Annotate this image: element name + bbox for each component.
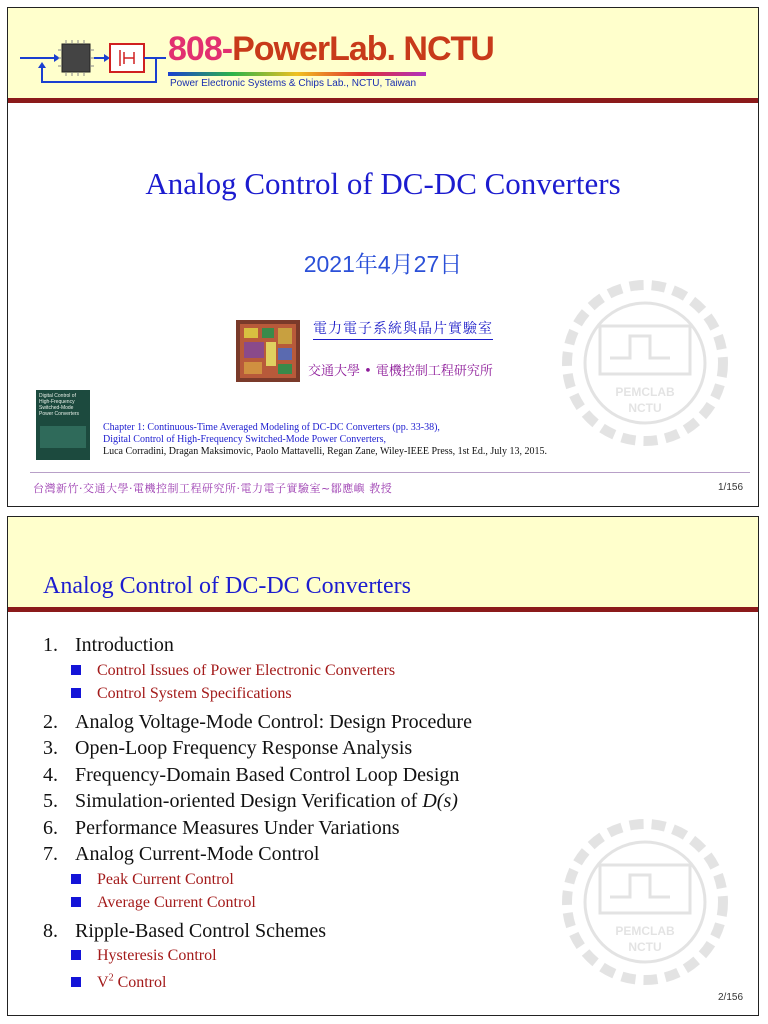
toc-label: Simulation-oriented Design Verification of	[75, 790, 418, 812]
toc-item-3	[43, 735, 743, 762]
logo-title-part1: 808-	[168, 30, 233, 68]
slide-1	[7, 7, 759, 507]
toc-subitem-label: Hysteresis Control	[97, 947, 217, 964]
slide-2	[7, 516, 759, 1016]
logo-subtitle: Power Electronic Systems & Chips Lab., NCTU, Taiwan	[170, 78, 417, 89]
bullet-square-icon	[71, 665, 81, 675]
lab-name: 電力電子系統與晶片實驗室	[313, 318, 493, 340]
toc-subitem-label: $V^2$ Control	[97, 973, 167, 992]
toc-subitem	[71, 682, 743, 705]
toc-number: 5.	[43, 790, 58, 812]
toc-number: 4.	[43, 763, 58, 786]
toc-number: 2.	[43, 710, 58, 733]
toc-subitem	[71, 967, 743, 994]
toc-label: Frequency-Domain Based Control Loop Design	[75, 763, 460, 786]
book-cover-graphic	[40, 426, 86, 448]
toc-number: 6.	[43, 816, 58, 839]
toc-number: 1.	[43, 634, 58, 656]
toc-item-5	[43, 788, 743, 815]
toc-subitem	[71, 659, 743, 682]
book-cover	[36, 390, 90, 460]
toc-item-6	[43, 815, 743, 842]
logo-underline	[168, 72, 426, 76]
toc-label: Introduction	[75, 634, 174, 656]
footer-rule	[30, 472, 750, 473]
toc-number: 3.	[43, 737, 58, 759]
toc-item-2	[43, 709, 743, 736]
logo-title-part2: PowerLab. NCTU	[232, 30, 494, 68]
footer-text: 台灣新竹·交通大學·電機控制工程研究所·電力電子實驗室~鄒應嶼 教授	[33, 482, 393, 495]
reference-block	[103, 422, 723, 458]
reference-line-1: Chapter 1: Continuous-Time Averaged Modeling of DC-DC Converters (pp. 33-38),	[103, 422, 440, 433]
toc-label: Performance Measures Under Variations	[75, 816, 400, 839]
institute-name: 交通大學 • 電機控制工程研究所	[308, 364, 493, 379]
toc-math: D(s)	[422, 790, 458, 812]
toc-label: Analog Current-Mode Control	[75, 843, 320, 865]
toc-subitem	[71, 868, 743, 891]
header-rule	[8, 98, 758, 103]
table-of-contents	[43, 632, 743, 994]
page-number: 2/156	[718, 992, 744, 1003]
toc-label: Ripple-Based Control Schemes	[75, 919, 327, 942]
bullet-square-icon	[71, 950, 81, 960]
header-rule	[8, 607, 758, 612]
bullet-square-icon	[71, 897, 81, 907]
bullet-square-icon	[71, 688, 81, 698]
watermark-text-2: NCTU	[628, 940, 662, 954]
bullet-square-icon	[71, 874, 81, 884]
toc-subitem-label: Average Current Control	[97, 893, 256, 911]
toc-subitem-label: Control Issues of Power Electronic Converters	[97, 661, 396, 679]
toc-subitem	[71, 891, 743, 914]
reference-line-2: Digital Control of High-Frequency Switched-Mode Power Converters,	[103, 434, 387, 445]
toc-label: Analog Voltage-Mode Control: Design Procedure	[75, 710, 472, 733]
slide-title: Analog Control of DC-DC Converters	[145, 166, 621, 201]
logo-title	[168, 32, 494, 66]
page-number: 1/156	[718, 482, 744, 493]
bullet-square-icon	[71, 977, 81, 987]
reference-line-3: Luca Corradini, Dragan Maksimovic, Paolo Mattavelli, Regan Zane, Wiley-IEEE Press, 1st Ed., July 13, 2015.	[103, 446, 548, 457]
toc-subitem-label: Control System Specifications	[97, 684, 292, 702]
slide-title: Analog Control of DC-DC Converters	[43, 573, 411, 599]
toc-subitem-label: Peak Current Control	[97, 870, 234, 888]
watermark-text-2: NCTU	[628, 401, 662, 415]
watermark-text-1: PEMCLAB	[615, 924, 675, 938]
toc-item-8	[43, 918, 743, 945]
toc-item-1	[43, 632, 743, 659]
toc-item-4	[43, 762, 743, 789]
toc-item-7	[43, 841, 743, 868]
slide-date: 2021年4月27日	[303, 251, 463, 277]
toc-label: Open-Loop Frequency Response Analysis	[75, 737, 413, 759]
logo-diagram-icon	[16, 30, 166, 92]
toc-number: 8.	[43, 919, 58, 942]
watermark-text-1: PEMCLAB	[615, 385, 675, 399]
chip-photo-icon	[236, 320, 300, 382]
toc-number: 7.	[43, 843, 58, 865]
toc-subitem	[71, 944, 743, 967]
book-cover-title: Digital Control of High-Frequency Switched-Mode Power Converters	[39, 393, 80, 417]
